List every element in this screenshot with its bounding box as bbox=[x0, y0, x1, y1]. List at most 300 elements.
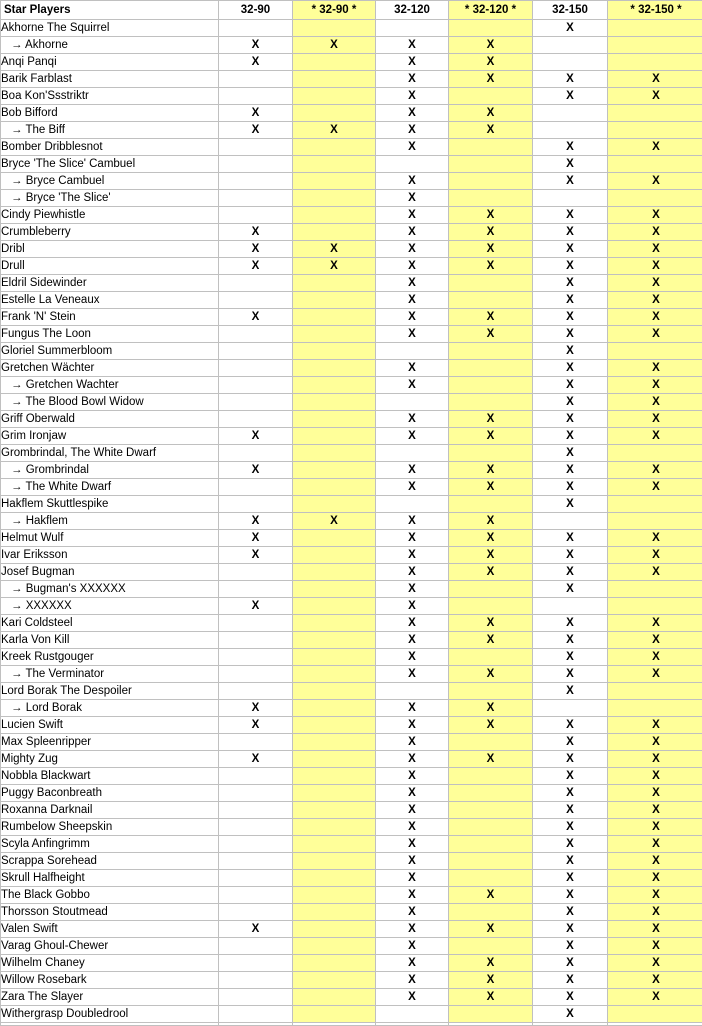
empty-cell[interactable] bbox=[608, 37, 702, 54]
mark-cell[interactable]: X bbox=[449, 564, 533, 581]
mark-cell[interactable]: X bbox=[608, 564, 702, 581]
empty-cell[interactable] bbox=[608, 20, 702, 37]
mark-cell[interactable]: X bbox=[376, 666, 449, 683]
mark-cell[interactable]: X bbox=[376, 207, 449, 224]
mark-cell[interactable]: X bbox=[219, 717, 293, 734]
mark-cell[interactable]: X bbox=[219, 309, 293, 326]
player-name-cell[interactable]: Wilhelm Chaney bbox=[1, 955, 219, 972]
empty-cell[interactable] bbox=[293, 989, 376, 1006]
empty-cell[interactable] bbox=[293, 360, 376, 377]
empty-cell[interactable] bbox=[293, 785, 376, 802]
mark-cell[interactable]: X bbox=[608, 241, 702, 258]
mark-cell[interactable]: X bbox=[608, 785, 702, 802]
empty-cell[interactable] bbox=[293, 819, 376, 836]
mark-cell[interactable]: X bbox=[533, 547, 608, 564]
mark-cell[interactable]: X bbox=[608, 377, 702, 394]
mark-cell[interactable]: X bbox=[219, 241, 293, 258]
mark-cell[interactable]: X bbox=[533, 887, 608, 904]
empty-cell[interactable] bbox=[449, 598, 533, 615]
empty-cell[interactable] bbox=[376, 1023, 449, 1026]
empty-cell[interactable] bbox=[293, 1006, 376, 1023]
mark-cell[interactable]: X bbox=[376, 530, 449, 547]
empty-cell[interactable] bbox=[449, 853, 533, 870]
empty-cell[interactable] bbox=[219, 785, 293, 802]
mark-cell[interactable]: X bbox=[376, 717, 449, 734]
mark-cell[interactable]: X bbox=[376, 938, 449, 955]
player-name-cell[interactable]: Max Spleenripper bbox=[1, 734, 219, 751]
mark-cell[interactable]: X bbox=[449, 224, 533, 241]
mark-cell[interactable]: X bbox=[533, 156, 608, 173]
empty-cell[interactable] bbox=[449, 1023, 533, 1026]
mark-cell[interactable]: X bbox=[533, 360, 608, 377]
mark-cell[interactable]: X bbox=[376, 870, 449, 887]
empty-cell[interactable] bbox=[219, 275, 293, 292]
mark-cell[interactable]: X bbox=[376, 785, 449, 802]
mark-cell[interactable]: X bbox=[608, 836, 702, 853]
mark-cell[interactable]: X bbox=[376, 105, 449, 122]
empty-cell[interactable] bbox=[449, 190, 533, 207]
mark-cell[interactable]: X bbox=[219, 224, 293, 241]
empty-cell[interactable] bbox=[219, 768, 293, 785]
empty-cell[interactable] bbox=[608, 1006, 702, 1023]
mark-cell[interactable]: X bbox=[376, 122, 449, 139]
empty-cell[interactable] bbox=[376, 683, 449, 700]
empty-cell[interactable] bbox=[293, 479, 376, 496]
mark-cell[interactable]: X bbox=[533, 904, 608, 921]
mark-cell[interactable]: X bbox=[608, 938, 702, 955]
mark-cell[interactable]: X bbox=[608, 768, 702, 785]
mark-cell[interactable]: X bbox=[533, 173, 608, 190]
mark-cell[interactable]: X bbox=[376, 547, 449, 564]
mark-cell[interactable]: X bbox=[608, 632, 702, 649]
mark-cell[interactable]: X bbox=[376, 751, 449, 768]
mark-cell[interactable]: X bbox=[449, 666, 533, 683]
mark-cell[interactable]: X bbox=[376, 768, 449, 785]
empty-cell[interactable] bbox=[293, 343, 376, 360]
empty-cell[interactable] bbox=[219, 411, 293, 428]
mark-cell[interactable]: X bbox=[376, 598, 449, 615]
empty-cell[interactable] bbox=[293, 496, 376, 513]
mark-cell[interactable]: X bbox=[608, 649, 702, 666]
mark-cell[interactable]: X bbox=[293, 241, 376, 258]
mark-cell[interactable]: X bbox=[533, 377, 608, 394]
empty-cell[interactable] bbox=[449, 938, 533, 955]
mark-cell[interactable]: X bbox=[533, 870, 608, 887]
empty-cell[interactable] bbox=[449, 360, 533, 377]
mark-cell[interactable]: X bbox=[449, 717, 533, 734]
mark-cell[interactable]: X bbox=[533, 1006, 608, 1023]
player-name-cell[interactable]: → Bryce Cambuel bbox=[1, 173, 219, 190]
mark-cell[interactable]: X bbox=[449, 258, 533, 275]
empty-cell[interactable] bbox=[219, 190, 293, 207]
player-name-cell[interactable]: Hakflem Skuttlespike bbox=[1, 496, 219, 513]
empty-cell[interactable] bbox=[533, 513, 608, 530]
empty-cell[interactable] bbox=[293, 377, 376, 394]
empty-cell[interactable] bbox=[219, 343, 293, 360]
mark-cell[interactable]: X bbox=[533, 496, 608, 513]
mark-cell[interactable]: X bbox=[449, 547, 533, 564]
mark-cell[interactable]: X bbox=[376, 581, 449, 598]
empty-cell[interactable] bbox=[533, 1023, 608, 1026]
mark-cell[interactable]: X bbox=[533, 955, 608, 972]
player-name-cell[interactable]: Kreek Rustgouger bbox=[1, 649, 219, 666]
player-name-cell[interactable]: Helmut Wulf bbox=[1, 530, 219, 547]
mark-cell[interactable]: X bbox=[376, 71, 449, 88]
empty-cell[interactable] bbox=[293, 666, 376, 683]
player-name-cell[interactable]: Scrappa Sorehead bbox=[1, 853, 219, 870]
mark-cell[interactable]: X bbox=[608, 547, 702, 564]
empty-cell[interactable] bbox=[293, 615, 376, 632]
mark-cell[interactable]: X bbox=[533, 445, 608, 462]
empty-cell[interactable] bbox=[293, 394, 376, 411]
empty-cell[interactable] bbox=[219, 615, 293, 632]
mark-cell[interactable]: X bbox=[449, 700, 533, 717]
mark-cell[interactable]: X bbox=[376, 173, 449, 190]
mark-cell[interactable]: X bbox=[608, 292, 702, 309]
empty-cell[interactable] bbox=[376, 445, 449, 462]
mark-cell[interactable]: X bbox=[608, 989, 702, 1006]
mark-cell[interactable]: X bbox=[533, 530, 608, 547]
player-name-cell[interactable]: → The Biff bbox=[1, 122, 219, 139]
empty-cell[interactable] bbox=[293, 462, 376, 479]
empty-cell[interactable] bbox=[376, 343, 449, 360]
empty-cell[interactable] bbox=[449, 173, 533, 190]
mark-cell[interactable]: X bbox=[533, 666, 608, 683]
empty-cell[interactable] bbox=[293, 275, 376, 292]
player-name-cell[interactable]: Drull bbox=[1, 258, 219, 275]
mark-cell[interactable]: X bbox=[533, 717, 608, 734]
player-name-cell[interactable]: Barik Farblast bbox=[1, 71, 219, 88]
column-header[interactable]: 32-150 bbox=[533, 1, 608, 20]
mark-cell[interactable]: X bbox=[533, 853, 608, 870]
empty-cell[interactable] bbox=[219, 88, 293, 105]
mark-cell[interactable]: X bbox=[608, 666, 702, 683]
empty-cell[interactable] bbox=[219, 394, 293, 411]
mark-cell[interactable]: X bbox=[376, 88, 449, 105]
mark-cell[interactable]: X bbox=[608, 411, 702, 428]
empty-cell[interactable] bbox=[219, 139, 293, 156]
mark-cell[interactable]: X bbox=[608, 88, 702, 105]
empty-cell[interactable] bbox=[219, 1006, 293, 1023]
mark-cell[interactable]: X bbox=[219, 598, 293, 615]
player-name-cell[interactable]: The Black Gobbo bbox=[1, 887, 219, 904]
empty-cell[interactable] bbox=[293, 411, 376, 428]
mark-cell[interactable]: X bbox=[376, 700, 449, 717]
mark-cell[interactable]: X bbox=[449, 207, 533, 224]
mark-cell[interactable]: X bbox=[376, 241, 449, 258]
empty-cell[interactable] bbox=[293, 173, 376, 190]
mark-cell[interactable]: X bbox=[608, 615, 702, 632]
player-name-cell[interactable]: Cindy Piewhistle bbox=[1, 207, 219, 224]
mark-cell[interactable]: X bbox=[376, 292, 449, 309]
player-name-cell[interactable]: Estelle La Veneaux bbox=[1, 292, 219, 309]
empty-cell[interactable] bbox=[293, 292, 376, 309]
column-header[interactable]: * 32-150 * bbox=[608, 1, 702, 20]
empty-cell[interactable] bbox=[449, 275, 533, 292]
empty-cell[interactable] bbox=[293, 309, 376, 326]
player-name-cell[interactable]: Grombrindal, The White Dwarf bbox=[1, 445, 219, 462]
player-name-cell[interactable]: Griff Oberwald bbox=[1, 411, 219, 428]
mark-cell[interactable]: X bbox=[449, 751, 533, 768]
mark-cell[interactable]: X bbox=[376, 411, 449, 428]
mark-cell[interactable]: X bbox=[219, 921, 293, 938]
player-name-cell[interactable]: Anqi Panqi bbox=[1, 54, 219, 71]
empty-cell[interactable] bbox=[449, 683, 533, 700]
mark-cell[interactable]: X bbox=[533, 683, 608, 700]
empty-cell[interactable] bbox=[219, 173, 293, 190]
empty-cell[interactable] bbox=[449, 292, 533, 309]
player-name-cell[interactable]: Valen Swift bbox=[1, 921, 219, 938]
mark-cell[interactable]: X bbox=[449, 122, 533, 139]
empty-cell[interactable] bbox=[608, 343, 702, 360]
empty-cell[interactable] bbox=[608, 581, 702, 598]
mark-cell[interactable]: X bbox=[533, 836, 608, 853]
mark-cell[interactable]: X bbox=[376, 615, 449, 632]
mark-cell[interactable]: X bbox=[608, 904, 702, 921]
empty-cell[interactable] bbox=[533, 700, 608, 717]
player-name-cell[interactable]: → Bugman's XXXXXX bbox=[1, 581, 219, 598]
mark-cell[interactable]: X bbox=[376, 564, 449, 581]
player-name-cell[interactable]: Gretchen Wächter bbox=[1, 360, 219, 377]
mark-cell[interactable]: X bbox=[449, 955, 533, 972]
mark-cell[interactable]: X bbox=[219, 700, 293, 717]
mark-cell[interactable]: X bbox=[219, 105, 293, 122]
empty-cell[interactable] bbox=[449, 785, 533, 802]
mark-cell[interactable]: X bbox=[376, 989, 449, 1006]
mark-cell[interactable]: X bbox=[533, 989, 608, 1006]
empty-cell[interactable] bbox=[293, 751, 376, 768]
player-name-cell[interactable]: → The Verminator bbox=[1, 666, 219, 683]
player-name-cell[interactable]: Withergrasp Doubledrool bbox=[1, 1006, 219, 1023]
empty-cell[interactable] bbox=[219, 989, 293, 1006]
empty-cell[interactable] bbox=[293, 683, 376, 700]
player-name-cell[interactable]: → The Blood Bowl Widow bbox=[1, 394, 219, 411]
mark-cell[interactable]: X bbox=[376, 632, 449, 649]
empty-cell[interactable] bbox=[293, 768, 376, 785]
empty-cell[interactable] bbox=[293, 207, 376, 224]
empty-cell[interactable] bbox=[293, 547, 376, 564]
empty-cell[interactable] bbox=[219, 20, 293, 37]
empty-cell[interactable] bbox=[608, 1023, 702, 1026]
mark-cell[interactable]: X bbox=[376, 734, 449, 751]
empty-cell[interactable] bbox=[608, 496, 702, 513]
mark-cell[interactable]: X bbox=[219, 547, 293, 564]
player-name-cell[interactable]: Gloriel Summerbloom bbox=[1, 343, 219, 360]
mark-cell[interactable]: X bbox=[376, 224, 449, 241]
mark-cell[interactable]: X bbox=[449, 887, 533, 904]
empty-cell[interactable] bbox=[293, 1023, 376, 1026]
empty-cell[interactable] bbox=[219, 479, 293, 496]
mark-cell[interactable]: X bbox=[376, 836, 449, 853]
empty-cell[interactable] bbox=[219, 955, 293, 972]
mark-cell[interactable]: X bbox=[608, 360, 702, 377]
player-name-cell[interactable]: → XXXXXX bbox=[1, 598, 219, 615]
empty-cell[interactable] bbox=[449, 394, 533, 411]
mark-cell[interactable]: X bbox=[449, 479, 533, 496]
empty-cell[interactable] bbox=[293, 54, 376, 71]
empty-cell[interactable] bbox=[219, 683, 293, 700]
empty-cell[interactable] bbox=[219, 734, 293, 751]
mark-cell[interactable]: X bbox=[219, 54, 293, 71]
mark-cell[interactable]: X bbox=[219, 751, 293, 768]
mark-cell[interactable]: X bbox=[449, 241, 533, 258]
mark-cell[interactable]: X bbox=[376, 462, 449, 479]
mark-cell[interactable]: X bbox=[608, 853, 702, 870]
empty-cell[interactable] bbox=[219, 938, 293, 955]
player-name-cell[interactable]: Boa Kon'Ssstriktr bbox=[1, 88, 219, 105]
mark-cell[interactable]: X bbox=[533, 632, 608, 649]
mark-cell[interactable]: X bbox=[533, 734, 608, 751]
mark-cell[interactable]: X bbox=[533, 938, 608, 955]
mark-cell[interactable]: X bbox=[449, 615, 533, 632]
empty-cell[interactable] bbox=[219, 853, 293, 870]
empty-cell[interactable] bbox=[608, 445, 702, 462]
mark-cell[interactable]: X bbox=[608, 751, 702, 768]
column-header[interactable]: * 32-90 * bbox=[293, 1, 376, 20]
mark-cell[interactable]: X bbox=[533, 972, 608, 989]
mark-cell[interactable]: X bbox=[608, 955, 702, 972]
mark-cell[interactable]: X bbox=[608, 972, 702, 989]
player-name-cell[interactable]: Bob Bifford bbox=[1, 105, 219, 122]
empty-cell[interactable] bbox=[449, 836, 533, 853]
empty-cell[interactable] bbox=[293, 598, 376, 615]
empty-cell[interactable] bbox=[293, 955, 376, 972]
mark-cell[interactable]: X bbox=[293, 513, 376, 530]
mark-cell[interactable]: X bbox=[608, 428, 702, 445]
empty-cell[interactable] bbox=[219, 836, 293, 853]
player-name-cell[interactable]: Nobbla Blackwart bbox=[1, 768, 219, 785]
mark-cell[interactable]: X bbox=[219, 37, 293, 54]
mark-cell[interactable]: X bbox=[533, 241, 608, 258]
mark-cell[interactable]: X bbox=[533, 275, 608, 292]
empty-cell[interactable] bbox=[533, 105, 608, 122]
player-name-cell[interactable]: Lucien Swift bbox=[1, 717, 219, 734]
empty-cell[interactable] bbox=[376, 496, 449, 513]
mark-cell[interactable]: X bbox=[376, 54, 449, 71]
empty-cell[interactable] bbox=[449, 802, 533, 819]
player-name-cell[interactable]: Willow Rosebark bbox=[1, 972, 219, 989]
mark-cell[interactable]: X bbox=[533, 479, 608, 496]
player-name-cell[interactable]: → Gretchen Wachter bbox=[1, 377, 219, 394]
mark-cell[interactable]: X bbox=[219, 428, 293, 445]
player-name-cell[interactable]: Dribl bbox=[1, 241, 219, 258]
player-name-cell[interactable]: Roxanna Darknail bbox=[1, 802, 219, 819]
mark-cell[interactable]: X bbox=[376, 802, 449, 819]
mark-cell[interactable]: X bbox=[533, 785, 608, 802]
mark-cell[interactable]: X bbox=[376, 377, 449, 394]
empty-cell[interactable] bbox=[533, 598, 608, 615]
mark-cell[interactable]: X bbox=[449, 972, 533, 989]
player-name-cell[interactable]: → Bryce 'The Slice' bbox=[1, 190, 219, 207]
mark-cell[interactable]: X bbox=[608, 207, 702, 224]
mark-cell[interactable]: X bbox=[608, 224, 702, 241]
mark-cell[interactable]: X bbox=[533, 751, 608, 768]
player-name-cell[interactable]: Bomber Dribblesnot bbox=[1, 139, 219, 156]
mark-cell[interactable]: X bbox=[533, 224, 608, 241]
empty-cell[interactable] bbox=[449, 581, 533, 598]
empty-cell[interactable] bbox=[608, 156, 702, 173]
mark-cell[interactable]: X bbox=[376, 309, 449, 326]
player-name-cell[interactable]: Lord Borak The Despoiler bbox=[1, 683, 219, 700]
mark-cell[interactable]: X bbox=[376, 904, 449, 921]
player-name-cell[interactable]: Eldril Sidewinder bbox=[1, 275, 219, 292]
mark-cell[interactable]: X bbox=[449, 462, 533, 479]
empty-cell[interactable] bbox=[608, 683, 702, 700]
mark-cell[interactable]: X bbox=[608, 462, 702, 479]
empty-cell[interactable] bbox=[1, 1023, 219, 1026]
mark-cell[interactable]: X bbox=[608, 173, 702, 190]
empty-cell[interactable] bbox=[376, 1006, 449, 1023]
empty-cell[interactable] bbox=[533, 190, 608, 207]
empty-cell[interactable] bbox=[533, 122, 608, 139]
mark-cell[interactable]: X bbox=[533, 649, 608, 666]
mark-cell[interactable]: X bbox=[449, 71, 533, 88]
player-name-cell[interactable]: Puggy Baconbreath bbox=[1, 785, 219, 802]
empty-cell[interactable] bbox=[449, 139, 533, 156]
empty-cell[interactable] bbox=[219, 887, 293, 904]
empty-cell[interactable] bbox=[219, 904, 293, 921]
column-header[interactable]: 32-90 bbox=[219, 1, 293, 20]
mark-cell[interactable]: X bbox=[449, 989, 533, 1006]
column-header[interactable]: * 32-120 * bbox=[449, 1, 533, 20]
player-name-cell[interactable]: Crumbleberry bbox=[1, 224, 219, 241]
empty-cell[interactable] bbox=[293, 853, 376, 870]
mark-cell[interactable]: X bbox=[449, 530, 533, 547]
empty-cell[interactable] bbox=[293, 156, 376, 173]
empty-cell[interactable] bbox=[533, 54, 608, 71]
mark-cell[interactable]: X bbox=[533, 20, 608, 37]
empty-cell[interactable] bbox=[293, 20, 376, 37]
player-name-cell[interactable]: Fungus The Loon bbox=[1, 326, 219, 343]
empty-cell[interactable] bbox=[293, 71, 376, 88]
mark-cell[interactable]: X bbox=[376, 428, 449, 445]
mark-cell[interactable]: X bbox=[533, 411, 608, 428]
empty-cell[interactable] bbox=[293, 734, 376, 751]
empty-cell[interactable] bbox=[293, 649, 376, 666]
mark-cell[interactable]: X bbox=[449, 105, 533, 122]
mark-cell[interactable]: X bbox=[608, 258, 702, 275]
mark-cell[interactable]: X bbox=[533, 258, 608, 275]
mark-cell[interactable]: X bbox=[608, 479, 702, 496]
player-name-cell[interactable]: Skrull Halfheight bbox=[1, 870, 219, 887]
player-name-cell[interactable]: Scyla Anfingrimm bbox=[1, 836, 219, 853]
empty-cell[interactable] bbox=[219, 445, 293, 462]
mark-cell[interactable]: X bbox=[376, 360, 449, 377]
mark-cell[interactable]: X bbox=[608, 530, 702, 547]
empty-cell[interactable] bbox=[449, 870, 533, 887]
mark-cell[interactable]: X bbox=[608, 734, 702, 751]
mark-cell[interactable]: X bbox=[533, 326, 608, 343]
mark-cell[interactable]: X bbox=[219, 513, 293, 530]
empty-cell[interactable] bbox=[293, 428, 376, 445]
empty-cell[interactable] bbox=[293, 836, 376, 853]
empty-cell[interactable] bbox=[608, 54, 702, 71]
mark-cell[interactable]: X bbox=[219, 122, 293, 139]
empty-cell[interactable] bbox=[449, 496, 533, 513]
mark-cell[interactable]: X bbox=[533, 292, 608, 309]
empty-cell[interactable] bbox=[293, 88, 376, 105]
mark-cell[interactable]: X bbox=[533, 71, 608, 88]
empty-cell[interactable] bbox=[219, 666, 293, 683]
empty-cell[interactable] bbox=[219, 71, 293, 88]
mark-cell[interactable]: X bbox=[449, 326, 533, 343]
empty-cell[interactable] bbox=[449, 20, 533, 37]
mark-cell[interactable]: X bbox=[608, 139, 702, 156]
mark-cell[interactable]: X bbox=[533, 428, 608, 445]
empty-cell[interactable] bbox=[219, 207, 293, 224]
mark-cell[interactable]: X bbox=[376, 887, 449, 904]
empty-cell[interactable] bbox=[449, 649, 533, 666]
